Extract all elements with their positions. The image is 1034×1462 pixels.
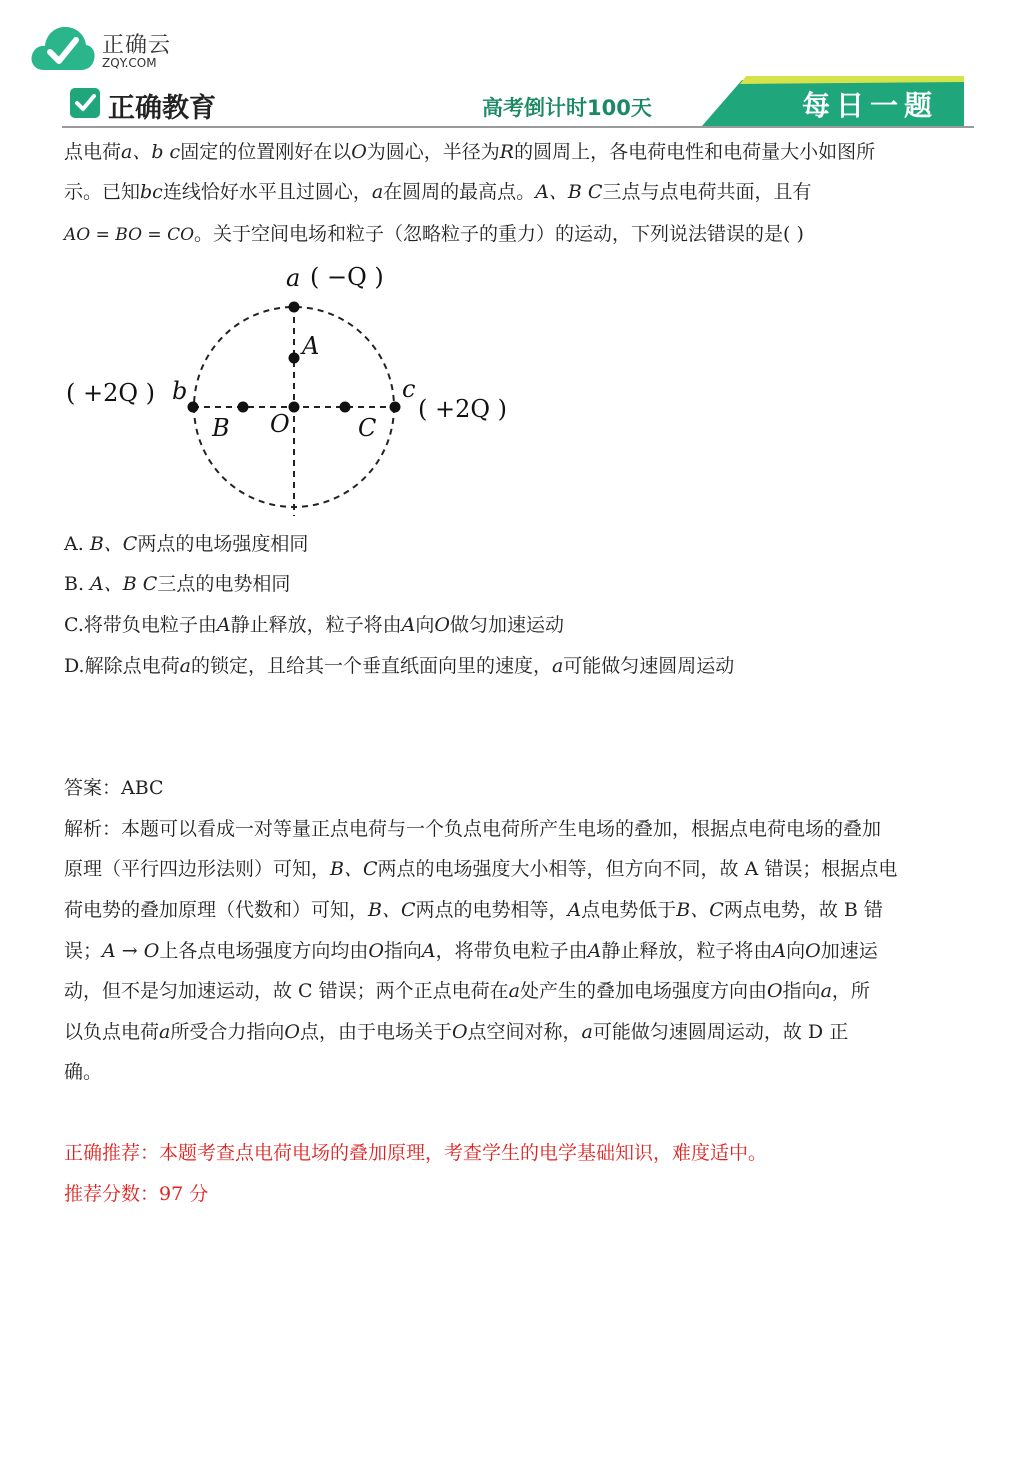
option-b: B. A、B C三点的电势相同 <box>64 573 291 595</box>
analysis-line-6: 以负点电荷a所受合力指向O点，由于电场关于O点空间对称，a可能做匀速圆周运动，故 D 正 <box>64 1021 849 1043</box>
option-a: A. B、C两点的电场强度相同 <box>64 533 309 555</box>
question-line-3: AO = BO = CO。关于空间电场和粒子（忽略粒子的重力）的运动，下列说法错误的是( ) <box>64 223 804 245</box>
brand-name: 正确教育 <box>108 93 216 124</box>
label-charge-b: ( +2Q ) <box>66 379 156 407</box>
zqy-logo <box>30 22 230 74</box>
label-charge-a: ( −Q ) <box>310 263 384 291</box>
option-c: C.将带负电粒子由A静止释放，粒子将由A向O做匀加速运动 <box>64 614 564 636</box>
analysis-line-7: 确。 <box>64 1061 103 1083</box>
point-A-dot <box>289 353 300 364</box>
recommendation-text: 正确推荐：本题考查点电荷电场的叠加原理，考查学生的电学基础知识，难度适中。 <box>64 1142 768 1164</box>
header-divider <box>62 126 974 128</box>
question-line-2: 示。已知bc连线恰好水平且过圆心，a在圆周的最高点。A、B C三点与点电荷共面，且有 <box>64 181 812 203</box>
charge-b-dot <box>188 402 199 413</box>
point-O-dot <box>289 402 300 413</box>
question-line-1: 点电荷a、b c固定的位置刚好在以O为圆心，半径为R的圆周上，各电荷电性和电荷量大小如图所 <box>64 141 876 163</box>
analysis-line-4: 误；A → O上各点电场强度方向均由O指向A，将带负电粒子由A静止释放，粒子将由A向O加速运 <box>64 940 878 962</box>
label-a: a <box>286 264 301 292</box>
option-d: D.解除点电荷a的锁定，且给其一个垂直纸面向里的速度，a可能做匀速圆周运动 <box>64 655 735 677</box>
charge-c-dot <box>390 402 401 413</box>
analysis-line-5: 动，但不是匀加速运动，故 C 错误；两个正点电荷在a处产生的叠加电场强度方向由O指向a，所 <box>64 980 870 1002</box>
header-banner <box>62 76 974 128</box>
cloud-check-icon <box>30 22 96 74</box>
charge-a-dot <box>289 302 300 313</box>
analysis-line-2: 原理（平行四边形法则）可知，B、C两点的电场强度大小相等，但方向不同，故 A 错误；根据点电 <box>64 858 898 880</box>
label-B: B <box>212 414 230 442</box>
label-c: c <box>402 375 416 403</box>
logo-domain: ZQY.COM <box>102 56 157 70</box>
recommendation-score: 推荐分数：97 分 <box>64 1183 209 1205</box>
daily-question-label: 每日一题 <box>802 89 939 122</box>
label-b: b <box>172 377 188 405</box>
charge-circle-diagram <box>62 258 522 520</box>
label-charge-c: ( +2Q ) <box>418 395 508 423</box>
label-C: C <box>358 414 377 442</box>
answer-line: 答案：ABC <box>64 777 164 799</box>
point-B-dot <box>238 402 249 413</box>
analysis-line-3: 荷电势的叠加原理（代数和）可知，B、C两点的电势相等，A点电势低于B、C两点电势，故 B 错 <box>64 899 883 921</box>
exam-countdown: 高考倒计时100天 <box>482 96 652 120</box>
label-A: A <box>302 332 320 360</box>
logo-chinese-name: 正确云 <box>102 33 172 58</box>
point-C-dot <box>340 402 351 413</box>
checkmark-icon <box>70 88 100 118</box>
analysis-line-1: 解析：本题可以看成一对等量正点电荷与一个负点电荷所产生电场的叠加，根据点电荷电场的叠加 <box>64 818 882 840</box>
label-O: O <box>270 410 290 438</box>
